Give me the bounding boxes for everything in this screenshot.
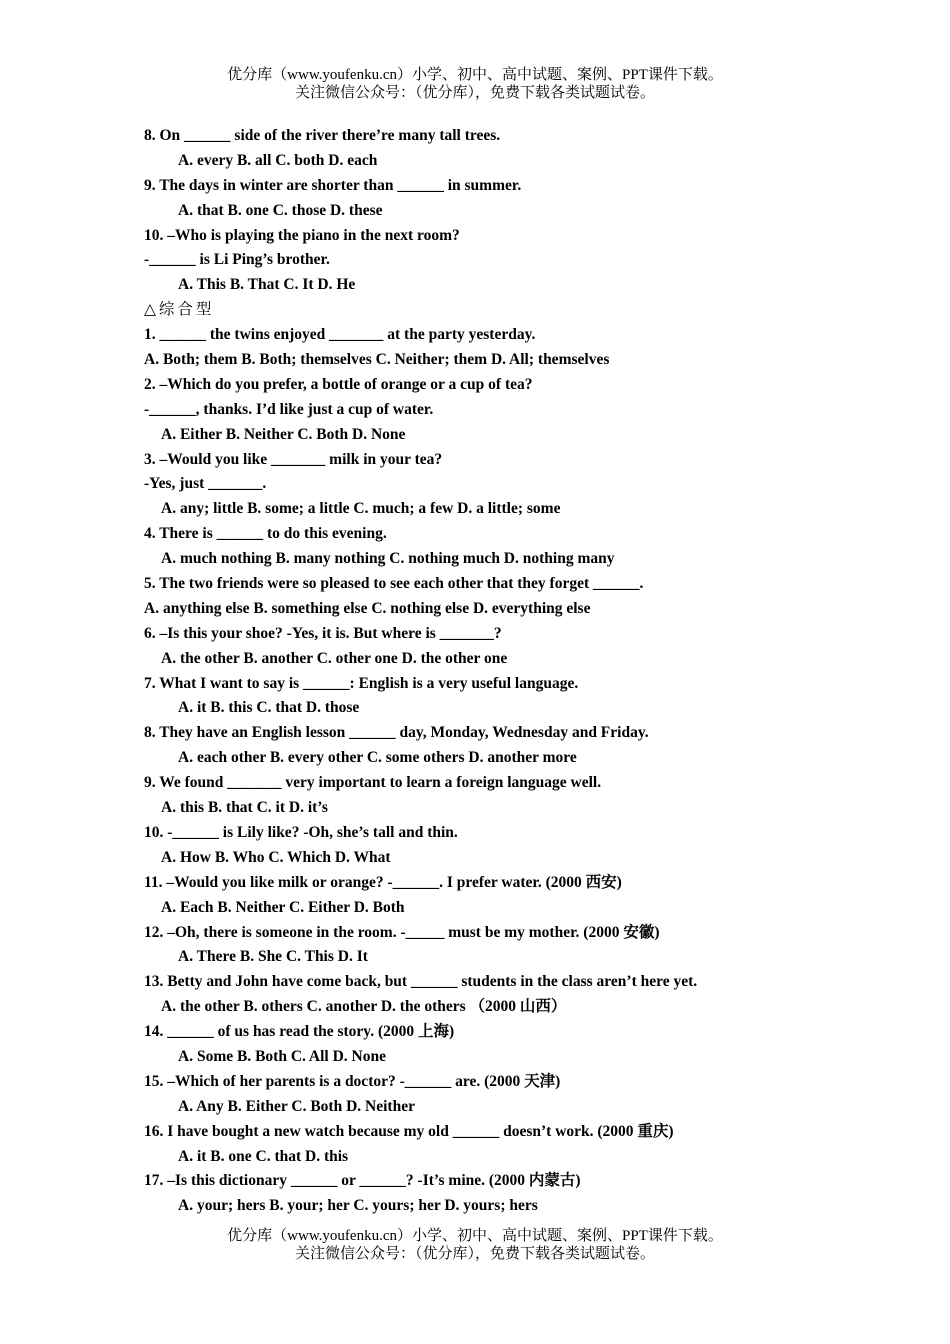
question-line: 1. ______ the twins enjoyed _______ at the party yesterday. (144, 326, 536, 344)
answer-options: A. your; hers B. your; her C. yours; her D. yours; hers (178, 1197, 538, 1215)
answer-options: A. each other B. every other C. some others D. another more (178, 749, 577, 767)
question-line: 2. –Which do you prefer, a bottle of orange or a cup of tea? (144, 375, 533, 393)
question-line: 9. We found _______ very important to learn a foreign language well. (144, 774, 602, 792)
section-heading: △综合型 (144, 301, 215, 319)
question-line: 17. –Is this dictionary ______ or ______? -It’s mine. (2000 内蒙古) (144, 1172, 581, 1190)
question-line: 4. There is ______ to do this evening. (144, 525, 387, 543)
question-line: 10. -______ is Lily like? -Oh, she’s tall and thin. (144, 823, 458, 841)
answer-options: A. every B. all C. both D. each (178, 151, 378, 169)
question-line: 15. –Which of her parents is a doctor? -______ are. (2000 天津) (144, 1072, 561, 1090)
page-footer (0, 1227, 950, 1263)
answer-options: A. the other B. another C. other one D. the other one (161, 649, 508, 667)
question-line: 11. –Would you like milk or orange? -______. I prefer water. (2000 西安) (144, 873, 622, 891)
question-line: 6. –Is this your shoe? -Yes, it is. But where is _______? (144, 624, 502, 642)
question-line: -______, thanks. I’d like just a cup of water. (144, 400, 434, 418)
answer-options: A. that B. one C. those D. these (178, 201, 383, 219)
question-line: A. Both; them B. Both; themselves C. Neither; them D. All; themselves (144, 351, 610, 369)
question-line: 5. The two friends were so pleased to see each other that they forget ______. (144, 575, 644, 593)
footer-line-2: 关注微信公众号：（优分库），免费下载各类试题试卷。 (294, 1246, 655, 1262)
question-line: A. anything else B. something else C. nothing else D. everything else (144, 599, 591, 617)
question-line: 14. ______ of us has read the story. (2000 上海) (144, 1023, 455, 1041)
answer-options: A. it B. one C. that D. this (178, 1147, 349, 1165)
answer-options: A. any; little B. some; a little C. much; a few D. a little; some (161, 500, 561, 518)
question-line: 7. What I want to say is ______: English is a very useful language. (144, 674, 579, 692)
answer-options: A. Any B. Either C. Both D. Neither (178, 1097, 415, 1115)
question-line: -______ is Li Ping’s brother. (144, 251, 330, 269)
footer-line-1: 优分库（www.youfenku.cn）小学、初中、高中试题、案例、PPT课件下载。 (227, 1228, 723, 1244)
page-header (0, 66, 950, 102)
question-line: 9. The days in winter are shorter than ______ in summer. (144, 176, 522, 194)
question-line: -Yes, just _______. (144, 475, 267, 493)
question-line: 3. –Would you like _______ milk in your tea? (144, 450, 443, 468)
answer-options: A. This B. That C. It D. He (178, 276, 356, 294)
question-line: 16. I have bought a new watch because my old ______ doesn’t work. (2000 重庆) (144, 1122, 674, 1140)
question-line: 8. They have an English lesson ______ day, Monday, Wednesday and Friday. (144, 724, 649, 742)
answer-options: A. the other B. others C. another D. the others （2000 山西） (161, 998, 567, 1016)
question-line: 8. On ______ side of the river there’re many tall trees. (144, 127, 501, 144)
answer-options: A. Each B. Neither C. Either D. Both (161, 898, 405, 916)
question-line: 12. –Oh, there is someone in the room. -_____ must be my mother. (2000 安徽) (144, 923, 660, 941)
answer-options: A. it B. this C. that D. those (178, 699, 360, 717)
question-line: 10. –Who is playing the piano in the next room? (144, 226, 460, 244)
answer-options: A. Either B. Neither C. Both D. None (161, 425, 406, 443)
answer-options: A. There B. She C. This D. It (178, 948, 368, 966)
exercise-content (144, 124, 864, 1219)
answer-options: A. Some B. Both C. All D. None (178, 1047, 386, 1065)
answer-options: A. much nothing B. many nothing C. nothing much D. nothing many (161, 550, 615, 568)
header-line-1: 优分库（www.youfenku.cn）小学、初中、高中试题、案例、PPT课件下载。 (227, 67, 723, 83)
answer-options: A. How B. Who C. Which D. What (161, 848, 391, 866)
answer-options: A. this B. that C. it D. it’s (161, 799, 328, 817)
question-line: 13. Betty and John have come back, but ______ students in the class aren’t here yet. (144, 973, 698, 991)
header-line-2: 关注微信公众号：（优分库），免费下载各类试题试卷。 (294, 85, 655, 101)
